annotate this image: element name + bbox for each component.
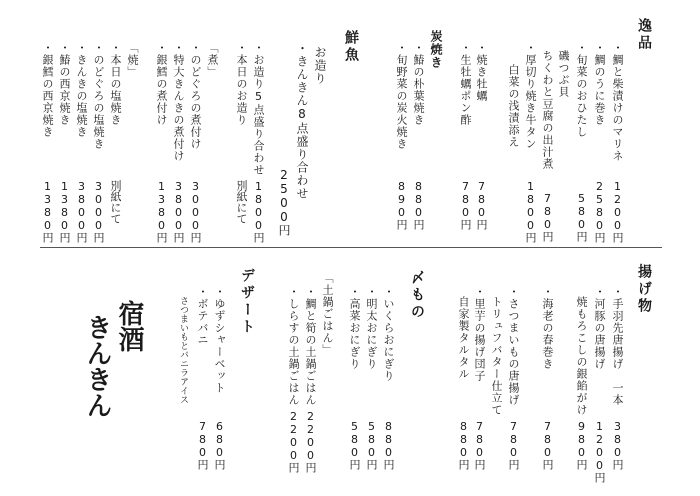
- menu-item-price: 1380円: [58, 180, 71, 243]
- menu-item-name: ・海老の春巻き: [541, 286, 554, 370]
- menu-item-name: ・河豚の唐揚げ: [593, 286, 606, 370]
- menu-item-price: 3000円: [189, 180, 202, 243]
- menu-item-name: ・旬野菜の炭火焼き: [395, 42, 408, 150]
- menu-item-name: ・のどぐろの塩焼き: [92, 42, 105, 150]
- menu-item-name: ・厚切り焼き牛タン: [524, 42, 537, 150]
- menu-item-name: ・銀鱈の煮付け: [155, 42, 168, 126]
- menu-item-price: 1380円: [41, 180, 54, 243]
- menu-item-name: 焼もろこしの銀餡がけ: [575, 296, 588, 416]
- menu-item-name: ・生牡蠣ポン酢: [459, 42, 472, 126]
- menu-item-price: 別紙にて: [109, 180, 122, 224]
- menu-item-name: ・鯛のうに巻き: [593, 42, 606, 126]
- menu-item-name: ・きんきん8点盛り合わせ: [295, 42, 309, 200]
- section-divider: [40, 247, 662, 248]
- menu-item-name: トリュフバター仕立て: [490, 296, 503, 416]
- menu-item-name: ・明太おにぎり: [365, 286, 378, 370]
- menu-item-price: 2580円: [593, 180, 606, 243]
- menu-item-price: 2500円: [277, 168, 291, 236]
- menu-item-price: 780円: [507, 420, 520, 470]
- menu-item-name: ・特大きんきの煮付け: [172, 42, 185, 162]
- menu-item-price: 3800円: [75, 180, 88, 243]
- menu-item-name: ちくわと豆腐の出汁煮: [541, 50, 554, 170]
- menu-item-name: ・さつまいもの唐揚げ: [507, 286, 520, 406]
- menu-item-price: 3000円: [92, 180, 105, 243]
- logo-line-1: 宿酒: [114, 300, 144, 352]
- menu-item-name: ・本日の塩焼き: [109, 42, 122, 126]
- menu-item-name: ・高菜おにぎり: [348, 286, 361, 370]
- section-title-simmered: 「煮」: [206, 42, 219, 78]
- menu-item-name: ・いくらおにぎり: [382, 286, 395, 382]
- menu-item-name: ・焼き牡蠣: [475, 42, 488, 102]
- menu-item-name: ・ゆずシャーベット: [213, 286, 226, 394]
- menu-item-price: 1380円: [155, 180, 168, 243]
- menu-item-price: 1200円: [593, 420, 606, 483]
- menu-item-price: 1800円: [524, 180, 537, 243]
- section-title-sashimi: 鮮魚: [343, 30, 359, 64]
- section-title-appetizers: 逸品: [636, 18, 652, 52]
- menu-item-price: 880円: [457, 420, 470, 470]
- menu-item-name: ・旬菜のおひたし: [575, 42, 588, 138]
- menu-item-name: 自家製タルタル: [457, 296, 470, 380]
- menu-item-name: ・ボテバニ: [196, 286, 209, 346]
- section-title-donabe: 「土鍋ごはん」: [321, 272, 334, 356]
- menu-item-price: 780円: [541, 192, 554, 242]
- menu-item-name: ・のどぐろの煮付け: [189, 42, 202, 150]
- menu-item-price: 3800円: [172, 180, 185, 243]
- menu-item-price: 780円: [475, 180, 488, 230]
- menu-item-price: 780円: [473, 420, 486, 470]
- menu-item-name: ・本日のお造り: [235, 42, 248, 126]
- menu-item-price: 2200円: [304, 410, 317, 473]
- menu-item-price: 1200円: [611, 180, 624, 243]
- menu-item-name: ・鰆の朴葉焼き: [412, 42, 425, 126]
- menu-item-name: ・鯛と柴漬けのマリネ: [611, 42, 624, 162]
- menu-item-name: ・鰆の西京焼き: [58, 42, 71, 126]
- menu-item-price: 680円: [213, 420, 226, 470]
- section-title-fried: 揚げ物: [636, 264, 652, 315]
- menu-item-name: ・手羽先唐揚げ 一本: [611, 286, 624, 406]
- menu-item-price: 580円: [348, 420, 361, 470]
- menu-item-price: 580円: [365, 420, 378, 470]
- menu-item-name: ・きんきの塩焼き: [75, 42, 88, 138]
- menu-item-name: 白菜の浅漬添え: [507, 64, 520, 148]
- menu-item-price: 2200円: [287, 410, 300, 473]
- menu-item-price: 890円: [395, 180, 408, 230]
- menu-item-name: ・里芋の揚げ団子: [473, 286, 486, 382]
- menu-item-name: さつまいもとバニラアイス: [178, 296, 188, 404]
- menu-item-name: ・銀鱈の西京焼き: [41, 42, 54, 138]
- logo-line-2: きんきん: [82, 314, 112, 418]
- section-title-grilled: 「焼」: [126, 42, 139, 78]
- menu-item-price: 880円: [412, 180, 425, 230]
- section-title-charcoal: 炭焼き: [429, 30, 443, 69]
- section-subtitle-sashimi: お造り: [313, 46, 327, 85]
- menu-item-price: 780円: [459, 180, 472, 230]
- menu-item-price: 1800円: [252, 180, 265, 243]
- section-title-shime: 〆もの: [409, 270, 425, 321]
- menu-item-name: 磯つぶ貝: [557, 50, 570, 98]
- menu-item-price: 580円: [575, 192, 588, 242]
- menu-item-price: 780円: [196, 420, 209, 470]
- menu-item-price: 380円: [611, 420, 624, 470]
- section-title-dessert: デザート: [239, 268, 255, 336]
- menu-item-name: ・しらすの土鍋ごはん: [287, 286, 300, 406]
- menu-item-price: 別紙にて: [235, 180, 248, 224]
- menu-item-name: ・鯛と筍の土鍋ごはん: [304, 286, 317, 406]
- menu-item-name: ・お造り5点盛り合わせ: [252, 42, 265, 176]
- shop-logo: [80, 300, 144, 430]
- menu-item-price: 980円: [575, 420, 588, 470]
- menu-item-price: 880円: [382, 420, 395, 470]
- menu-item-price: 780円: [541, 420, 554, 470]
